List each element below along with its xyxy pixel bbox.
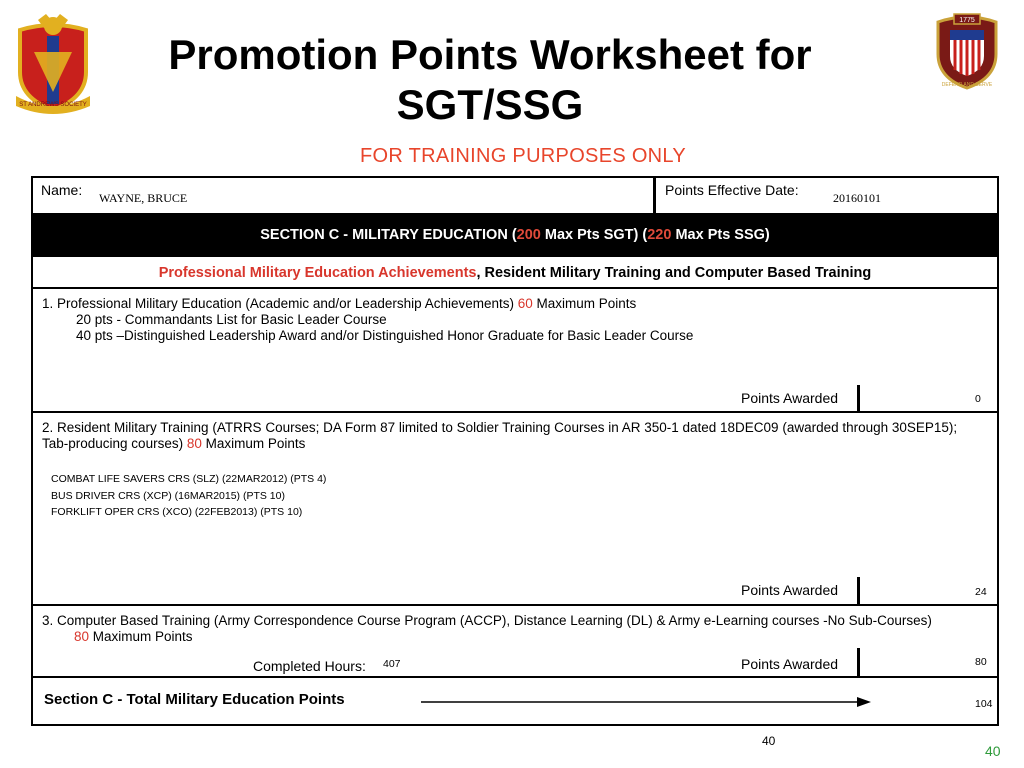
name-date-divider bbox=[653, 178, 656, 215]
section-total-label: Section C - Total Military Education Points bbox=[44, 691, 345, 708]
item-pme-line1-post: Maximum Points bbox=[532, 296, 637, 311]
points-effective-date-label: Points Effective Date: bbox=[665, 182, 799, 198]
training-purposes-banner: FOR TRAINING PURPOSES ONLY bbox=[360, 145, 687, 167]
name-row bbox=[33, 178, 997, 215]
item-cbt-row bbox=[33, 606, 997, 678]
item-pme-points-label: Points Awarded bbox=[741, 390, 839, 406]
name-value: WAYNE, BRUCE bbox=[99, 191, 188, 205]
completed-hours-label: Completed Hours: bbox=[253, 658, 366, 674]
inner-page-number: 40 bbox=[762, 734, 776, 748]
item-pme-max-points: 60 bbox=[517, 296, 533, 311]
item-pme-points-divider bbox=[857, 385, 860, 411]
subheader-red-text: Professional Military Education Achievements bbox=[158, 265, 477, 281]
regiment-crest-icon bbox=[12, 12, 94, 114]
item-pme-line2: 20 pts - Commandants List for Basic Leader Course bbox=[76, 312, 387, 327]
section-header-pre: SECTION C - MILITARY EDUCATION ( bbox=[260, 227, 517, 243]
item-pme-points-value: 0 bbox=[975, 393, 981, 405]
item-cbt-points-value: 80 bbox=[975, 656, 987, 668]
right-arrow-icon bbox=[421, 694, 871, 710]
list-item: BUS DRIVER CRS (XCP) (16MAR2015) (PTS 10) bbox=[51, 489, 285, 502]
completed-hours-value: 407 bbox=[383, 658, 401, 670]
item-cbt-line2-post: Maximum Points bbox=[89, 629, 193, 644]
item-resident-points-label: Points Awarded bbox=[741, 582, 839, 598]
item-resident-row bbox=[33, 413, 997, 606]
right-logo-motto: DEFEND AND SERVE bbox=[941, 82, 993, 88]
points-effective-date-value: 20160101 bbox=[833, 191, 881, 205]
item-resident-max-points: 80 bbox=[186, 436, 202, 451]
left-logo-motto: ST ANDREWS SOCIETY bbox=[19, 102, 87, 108]
section-total-value: 104 bbox=[975, 698, 993, 710]
item-cbt-points-label: Points Awarded bbox=[741, 656, 839, 672]
section-header bbox=[33, 215, 997, 255]
section-header-sgt-points: 200 bbox=[516, 227, 541, 243]
course-list bbox=[51, 471, 326, 521]
section-subheader bbox=[33, 255, 997, 289]
agc-shield-icon bbox=[928, 8, 1006, 90]
item-cbt-text bbox=[42, 613, 932, 645]
item-resident-points-divider bbox=[857, 577, 860, 604]
item-resident-text bbox=[42, 420, 957, 452]
subheader-rest-text: , Resident Military Training and Computer Based Training bbox=[476, 265, 872, 281]
item-cbt-max-points: 80 bbox=[74, 629, 90, 644]
item-pme-line1-pre: 1. Professional Military Education (Academic and/or Leadership Achievements) bbox=[42, 296, 518, 311]
item-resident-line1: 2. Resident Military Training (ATRRS Courses; DA Form 87 limited to Soldier Training Courses in AR 350-1 dated 18DEC09 (awarded through 30SEP15); bbox=[42, 420, 958, 435]
promotion-worksheet-form bbox=[31, 176, 999, 726]
slide-number: 40 bbox=[985, 743, 1001, 759]
item-cbt-line1: 3. Computer Based Training (Army Correspondence Course Program (ACCP), Distance Learning (DL) & Army e-Learning courses -No Sub-Courses) bbox=[42, 613, 932, 628]
section-header-mid: Max Pts SGT) ( bbox=[540, 227, 648, 243]
item-resident-line2-post: Maximum Points bbox=[201, 436, 306, 451]
item-cbt-points-divider bbox=[857, 648, 860, 676]
item-resident-points-value: 24 bbox=[975, 586, 987, 598]
section-header-post: Max Pts SSG) bbox=[671, 227, 770, 243]
item-resident-line2-pre: Tab-producing courses) bbox=[42, 436, 187, 451]
item-pme-text bbox=[42, 296, 693, 344]
section-total-row bbox=[33, 678, 997, 724]
slide-title: Promotion Points Worksheet for SGT/SSG bbox=[168, 31, 812, 128]
item-pme-line3: 40 pts –Distinguished Leadership Award and/or Distinguished Honor Graduate for Basic Leader Course bbox=[76, 328, 694, 343]
list-item: COMBAT LIFE SAVERS CRS (SLZ) (22MAR2012) (PTS 4) bbox=[51, 473, 327, 485]
right-logo-year: 1775 bbox=[959, 17, 975, 24]
name-label: Name: bbox=[41, 182, 83, 198]
list-item: FORKLIFT OPER CRS (XCO) (22FEB2013) (PTS 10) bbox=[51, 506, 303, 518]
item-pme-row bbox=[33, 289, 997, 413]
section-header-ssg-points: 220 bbox=[647, 227, 672, 243]
